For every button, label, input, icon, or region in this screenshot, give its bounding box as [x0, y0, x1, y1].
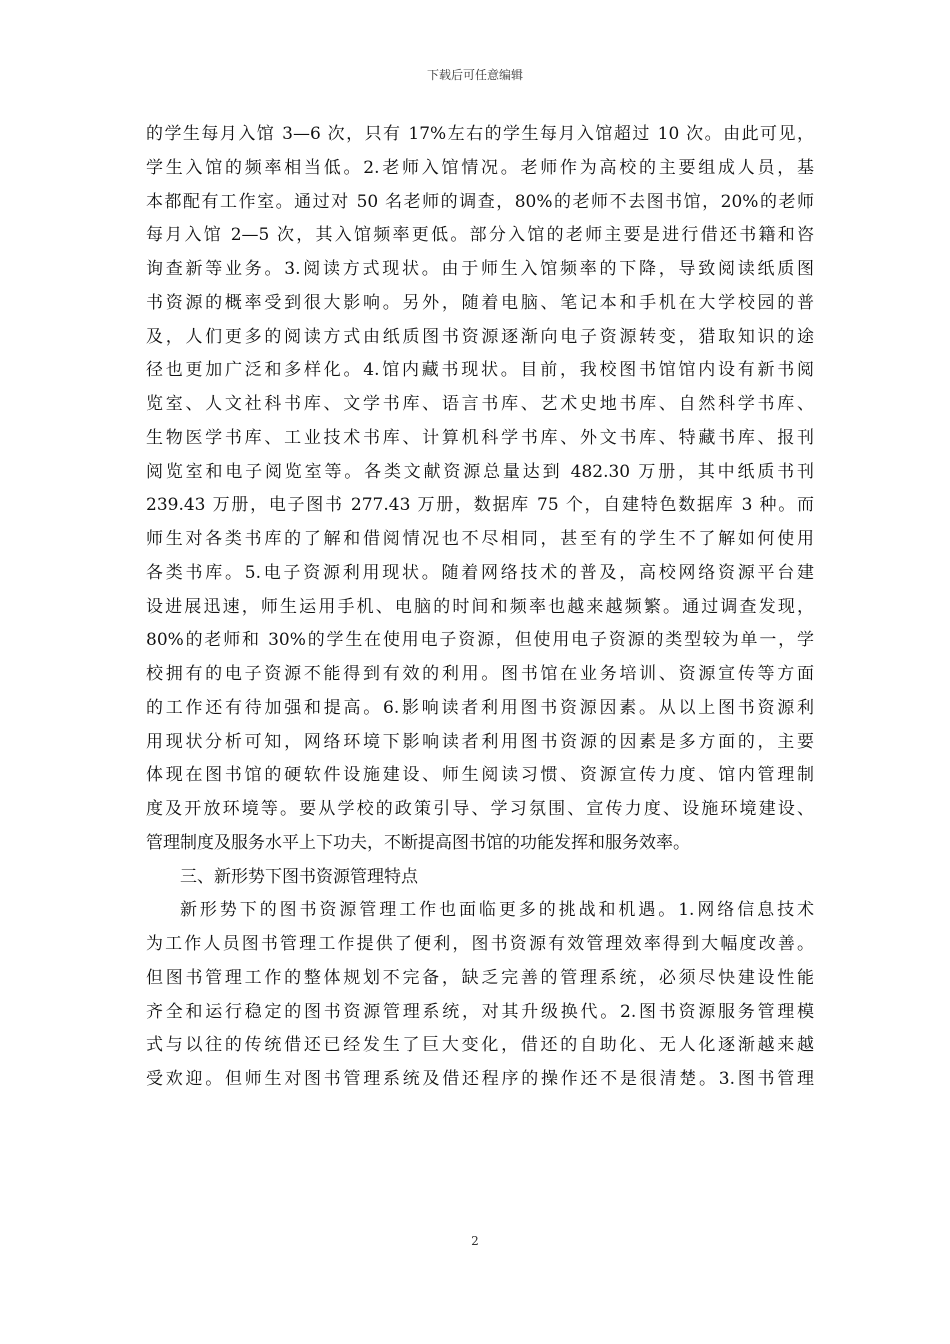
body-line: 师生对各类书库的了解和借阅情况也不尽相同，甚至有的学生不了解如何使用	[146, 529, 814, 549]
body-line: 径也更加广泛和多样化。4.馆内藏书现状。目前，我校图书馆馆内设有新书阅	[146, 360, 814, 381]
body-line: 的学生每月入馆 3—6 次，只有 17%左右的学生每月入馆超过 10 次。由此可见，	[146, 124, 814, 144]
body-line: 书资源的概率受到很大影响。另外，随着电脑、笔记本和手机在大学校园的普	[146, 292, 814, 313]
body-line: 览室、人文社科书库、文学书库、语言书库、艺术史地书库、自然科学书库、	[146, 394, 814, 414]
body-line: 受欢迎。但师生对图书管理系统及借还程序的操作还不是很清楚。3.图书管理	[146, 1069, 814, 1089]
page-number: 2	[471, 1234, 479, 1248]
body-line: 式与以往的传统借还已经发生了巨大变化，借还的自助化、无人化逐渐越来越	[146, 1035, 814, 1056]
body-line: 用现状分析可知，网络环境下影响读者利用图书资源的因素是多方面的，主要	[146, 731, 814, 752]
body-line: 239.43 万册，电子图书 277.43 万册，数据库 75 个，自建特色数据库 3 种。而	[146, 495, 814, 516]
body-line: 管理制度及服务水平上下功夫，不断提高图书馆的功能发挥和服务效率。	[146, 832, 690, 853]
body-line: 设进展迅速，师生运用手机、电脑的时间和频率也越来越频繁。通过调查发现，	[146, 596, 814, 617]
body-line: 学生入馆的频率相当低。2.老师入馆情况。老师作为高校的主要组成人员，基	[146, 157, 814, 178]
page-header: 下载后可任意编辑	[426, 68, 523, 82]
body-line: 及，人们更多的阅读方式由纸质图书资源逐渐向电子资源转变，猎取知识的途	[146, 326, 814, 347]
body-line: 新形势下的图书资源管理工作也面临更多的挑战和机遇。1.网络信息技术	[180, 900, 814, 921]
body-line: 体现在图书馆的硬软件设施建设、师生阅读习惯、资源宣传力度、馆内管理制	[146, 765, 814, 786]
body-line: 齐全和运行稳定的图书资源管理系统，对其升级换代。2.图书资源服务管理模	[146, 1001, 814, 1022]
section-heading: 三、新形势下图书资源管理特点	[180, 866, 418, 887]
body-line: 度及开放环境等。要从学校的政策引导、学习氛围、宣传力度、设施环境建设、	[146, 799, 814, 819]
body-line: 本都配有工作室。通过对 50 名老师的调查，80%的老师不去图书馆，20%的老师	[146, 191, 814, 212]
body-line: 询查新等业务。3.阅读方式现状。由于师生入馆频率的下降，导致阅读纸质图	[146, 259, 814, 279]
body-line: 为工作人员图书管理工作提供了便利，图书资源有效管理效率得到大幅度改善。	[146, 934, 814, 954]
body-line: 生物医学书库、工业技术书库、计算机科学书库、外文书库、特藏书库、报刊	[146, 427, 814, 448]
body-line: 80%的老师和 30%的学生在使用电子资源，但使用电子资源的类型较为单一，学	[146, 630, 814, 651]
body-line: 各类书库。5.电子资源利用现状。随着网络技术的普及，高校网络资源平台建	[146, 562, 814, 583]
body-line: 校拥有的电子资源不能得到有效的利用。图书馆在业务培训、资源宣传等方面	[146, 664, 814, 684]
document-body	[146, 118, 814, 1097]
body-line: 每月入馆 2—5 次，其入馆频率更低。部分入馆的老师主要是进行借还书籍和咨	[146, 225, 814, 246]
body-line: 阅览室和电子阅览室等。各类文献资源总量达到 482.30 万册，其中纸质书刊	[146, 461, 814, 482]
body-line: 但图书管理工作的整体规划不完备，缺乏完善的管理系统，必须尽快建设性能	[146, 967, 814, 988]
body-line: 的工作还有待加强和提高。6.影响读者利用图书资源因素。从以上图书资源利	[146, 697, 814, 718]
